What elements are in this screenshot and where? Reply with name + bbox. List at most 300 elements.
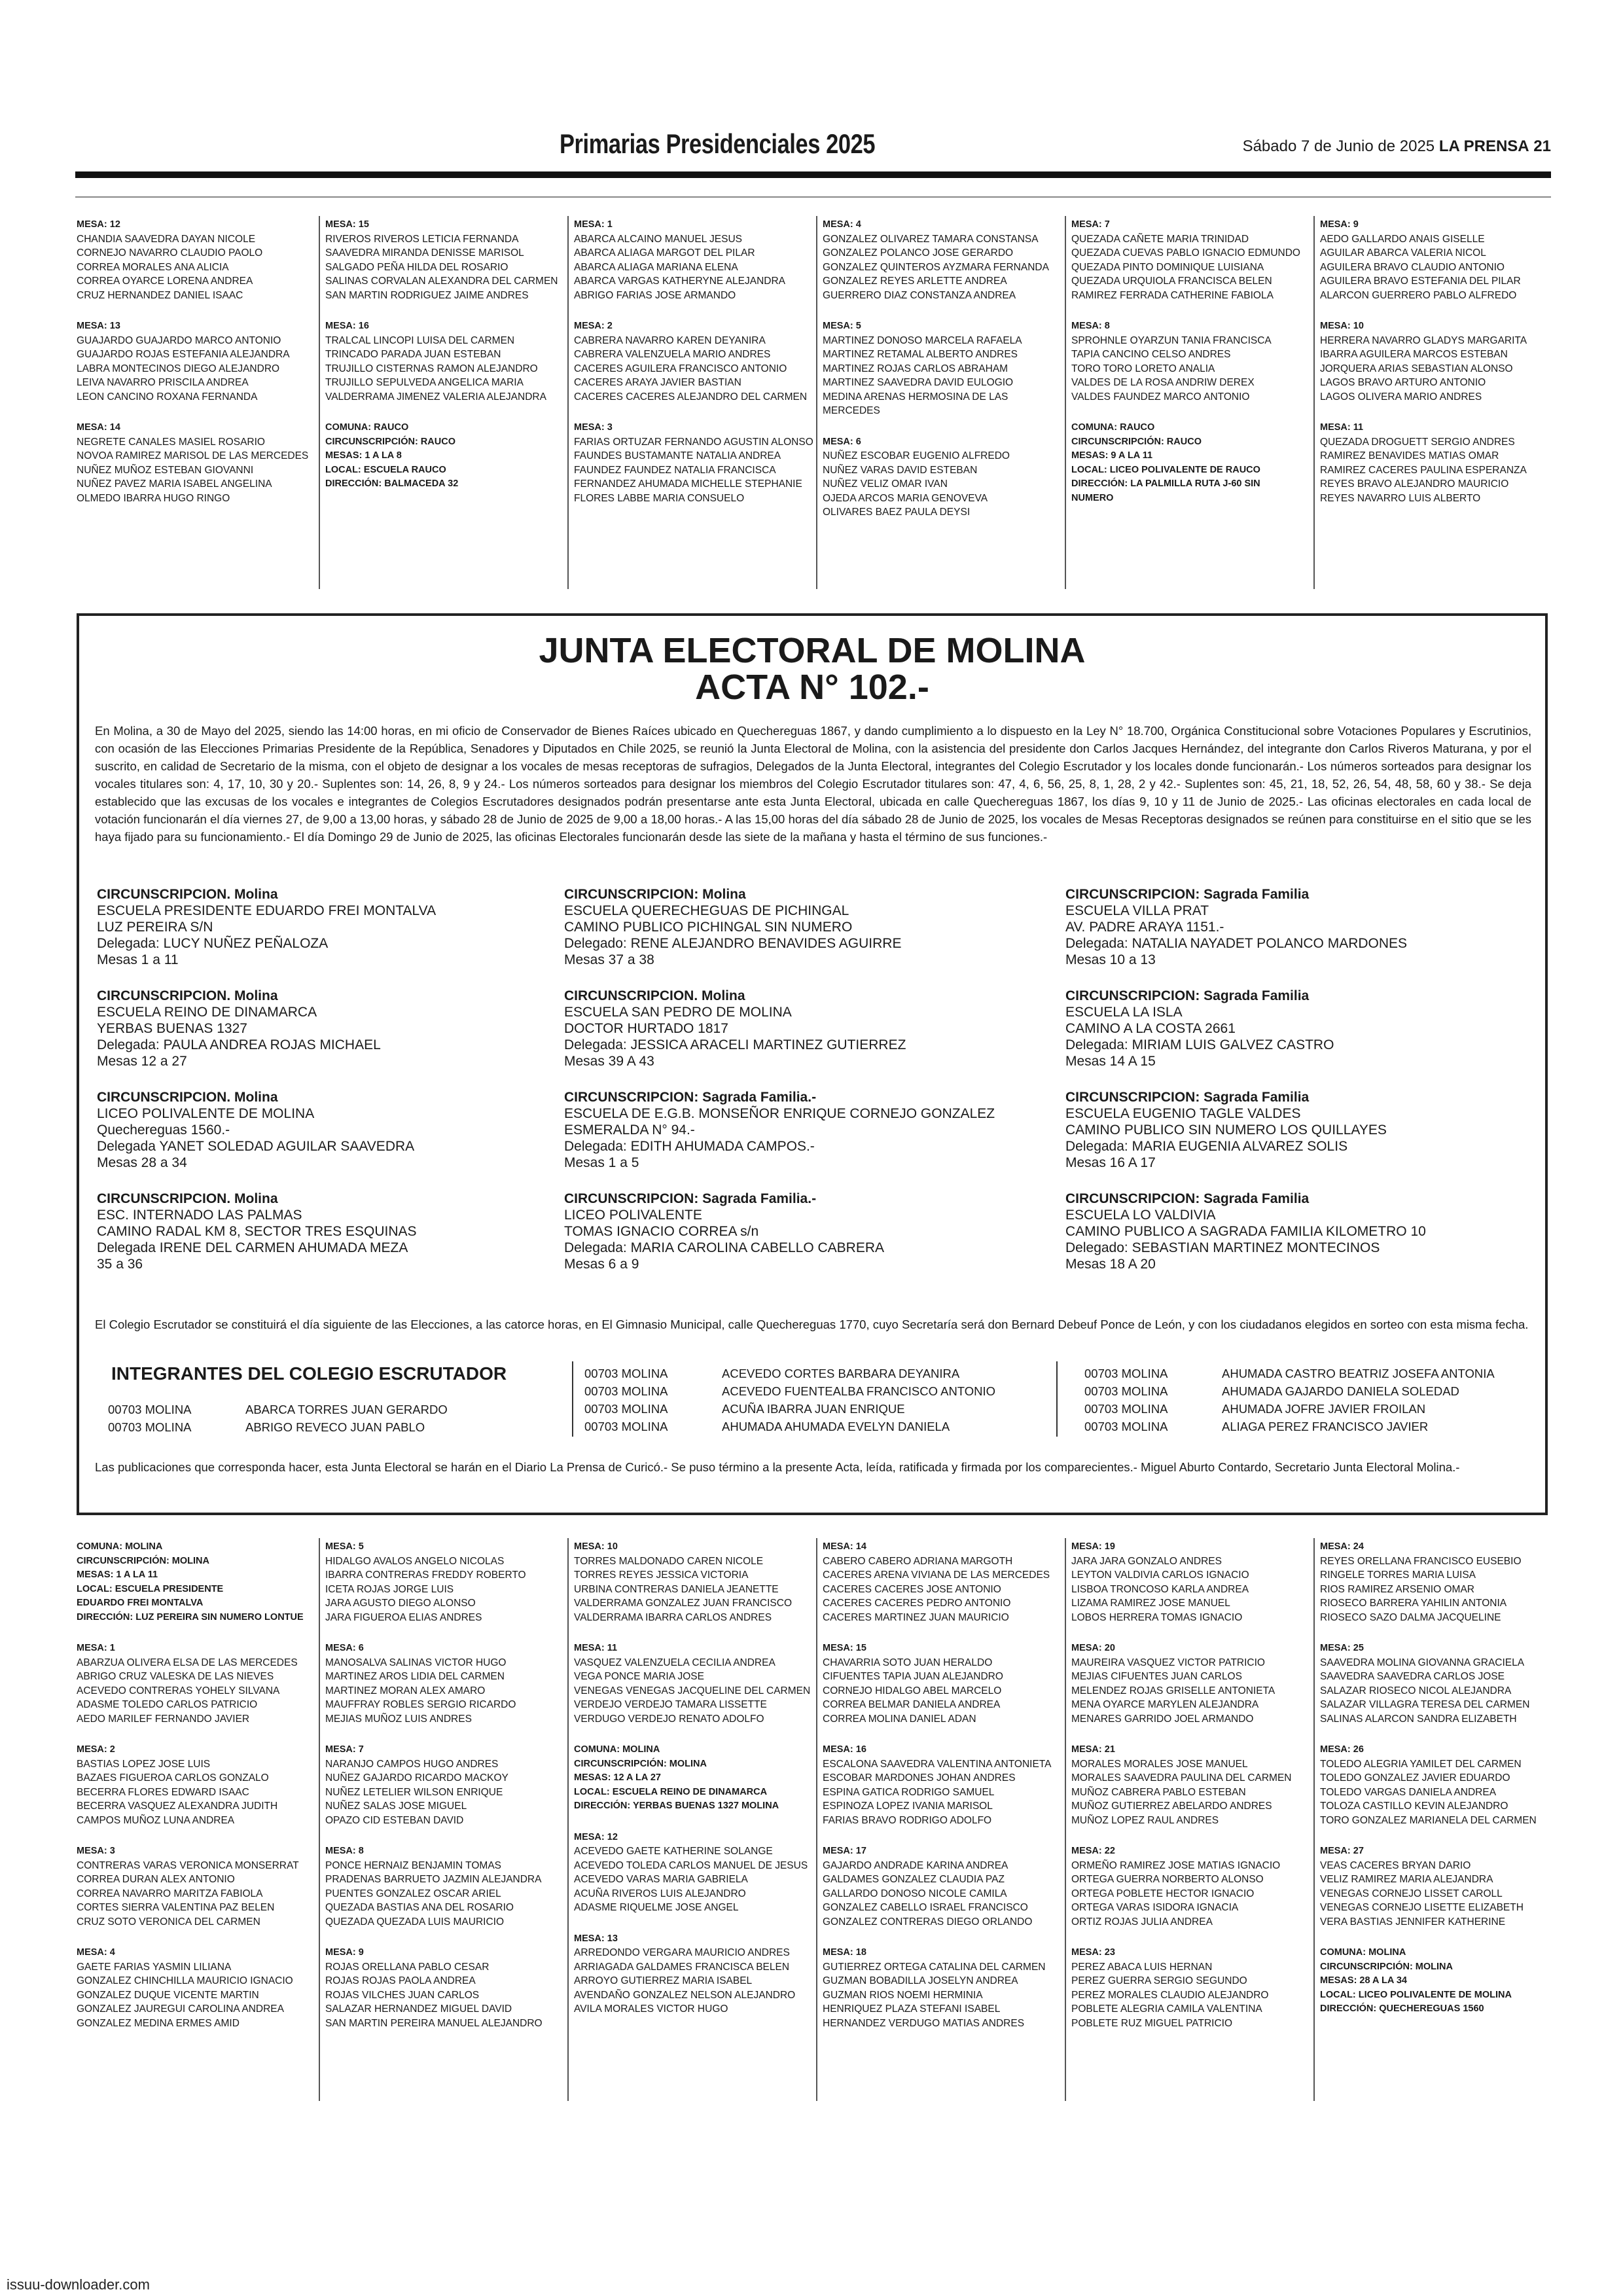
vocal-name: ABARCA VARGAS KATHERYNE ALEJANDRA (574, 276, 786, 287)
integrante-name: AHUMADA CASTRO BEATRIZ JOSEFA ANTONIA (1222, 1367, 1495, 1380)
vocal-name: MARTINEZ AROS LIDIA DEL CARMEN (325, 1671, 505, 1682)
vocal-name: FERNANDEZ AHUMADA MICHELLE STEPHANIE (574, 478, 802, 490)
vocal-name: LIZAMA RAMIREZ JOSE MANUEL (1071, 1598, 1230, 1609)
vocal-name: NUÑEZ MUÑOZ ESTEBAN GIOVANNI (77, 464, 254, 476)
mesa-block (1320, 319, 1556, 404)
mesa-column (1320, 1540, 1556, 2034)
local-info-block (1320, 1946, 1556, 2017)
local-info-line: CIRCUNSCRIPCIÓN: MOLINA (574, 1758, 707, 1769)
integrante-comuna: 00703 MOLINA (584, 1402, 668, 1416)
mesa-block (325, 1844, 561, 1929)
local-info-line: DIRECCIÓN: QUECHEREGUAS 1560 (1320, 2003, 1484, 2014)
mesa-block (77, 1641, 312, 1726)
mesa-block (823, 1844, 1058, 1929)
vocal-name: GUAJARDO GUAJARDO MARCO ANTONIO (77, 334, 281, 346)
vocal-name: CORREA MOLINA DANIEL ADAN (823, 1713, 976, 1725)
mesa-block (1071, 218, 1307, 302)
vocal-name: ALARCON GUERRERO PABLO ALFREDO (1320, 289, 1517, 301)
integrante-name: AHUMADA AHUMADA EVELYN DANIELA (722, 1420, 950, 1433)
mesa-heading: MESA: 2 (77, 1744, 115, 1755)
local-info-line: MESAS: 28 A LA 34 (1320, 1975, 1407, 1986)
circunscripcion-line: Delegada: NATALIA NAYADET POLANCO MARDONES (1065, 936, 1408, 951)
vocal-name: CORREA OYARCE LORENA ANDREA (77, 276, 253, 287)
vocal-name: CABRERA NAVARRO KAREN DEYANIRA (574, 334, 766, 346)
vocal-name: QUEZADA PINTO DOMINIQUE LUISIANA (1071, 261, 1264, 273)
circunscripcion-line: ESMERALDA N° 94.- (564, 1122, 695, 1138)
vocal-name: SALAZAR VILLAGRA TERESA DEL CARMEN (1320, 1699, 1530, 1710)
vocal-name: TORO TORO LORETO ANALIA (1071, 363, 1215, 374)
vocal-name: TRINCADO PARADA JUAN ESTEBAN (325, 349, 501, 360)
vocal-name: TORRES MALDONADO CAREN NICOLE (574, 1555, 764, 1567)
vocal-name: ADASME RIQUELME JOSE ANGEL (574, 1902, 739, 1913)
vocal-name: GONZALEZ CABELLO ISRAEL FRANCISCO (823, 1902, 1028, 1913)
circunscripcion-line: ESCUELA EUGENIO TAGLE VALDES (1065, 1106, 1301, 1121)
vocal-name: ABARCA ALCAINO MANUEL JESUS (574, 233, 742, 245)
mesa-heading: MESA: 5 (325, 1541, 364, 1552)
circunscripcion-entry (97, 1089, 555, 1171)
circunscripcion-line: ESCUELA DE E.G.B. MONSEÑOR ENRIQUE CORNEJO GONZALEZ (564, 1106, 995, 1121)
mesa-heading: MESA: 21 (1071, 1744, 1115, 1755)
integrante-comuna: 00703 MOLINA (584, 1420, 668, 1433)
vocal-name: CACERES MARTINEZ JUAN MAURICIO (823, 1611, 1009, 1623)
mesa-column (823, 1540, 1058, 2047)
mesa-block (823, 319, 1058, 418)
vocal-name: MELENDEZ ROJAS GRISELLE ANTONIETA (1071, 1685, 1275, 1696)
vocal-name: ORTEGA VARAS ISIDORA IGNACIA (1071, 1902, 1239, 1913)
vocal-name: ACEVEDO CONTRERAS YOHELY SILVANA (77, 1685, 280, 1696)
circunscripcion-line: ESCUELA QUERECHEGUAS DE PICHINGAL (564, 903, 849, 918)
circunscripcion-line: Delegado: RENE ALEJANDRO BENAVIDES AGUIRRE (564, 936, 902, 951)
vocal-name: ICETA ROJAS JORGE LUIS (325, 1583, 454, 1595)
circunscripcion-line: YERBAS BUENAS 1327 (97, 1021, 247, 1036)
vocal-name: LEIVA NAVARRO PRISCILA ANDREA (77, 377, 249, 388)
mesa-heading: MESA: 25 (1320, 1643, 1364, 1653)
circunscripcion-line: Mesas 18 A 20 (1065, 1257, 1156, 1272)
mesa-block (325, 218, 561, 302)
local-info-block (574, 1743, 810, 1814)
vocal-name: SAAVEDRA MIRANDA DENISSE MARISOL (325, 247, 524, 259)
vocal-name: VASQUEZ VALENZUELA CECILIA ANDREA (574, 1657, 776, 1668)
vocal-name: PRADENAS BARRUETO JAZMIN ALEJANDRA (325, 1874, 542, 1885)
vocal-name: ACEVEDO TOLEDA CARLOS MANUEL DE JESUS (574, 1859, 808, 1871)
vocal-name: IBARRA AGUILERA MARCOS ESTEBAN (1320, 349, 1508, 360)
local-info-block (77, 1540, 312, 1624)
vocal-name: HERRERA NAVARRO GLADYS MARGARITA (1320, 334, 1527, 346)
vocal-name: URBINA CONTRERAS DANIELA JEANETTE (574, 1583, 779, 1595)
circunscripcion-entry (1065, 1191, 1524, 1272)
vocal-name: REYES NAVARRO LUIS ALBERTO (1320, 492, 1481, 504)
vocal-name: MARTINEZ MORAN ALEX AMARO (325, 1685, 486, 1696)
circunscripcion-line: Delegada: PAULA ANDREA ROJAS MICHAEL (97, 1037, 381, 1052)
circunscripcion-line: AV. PADRE ARAYA 1151.- (1065, 920, 1224, 935)
vocal-name: VENEGAS CORNEJO LISSET CAROLL (1320, 1888, 1503, 1899)
vocal-name: GALDAMES GONZALEZ CLAUDIA PAZ (823, 1874, 1005, 1885)
vocal-name: REYES BRAVO ALEJANDRO MAURICIO (1320, 478, 1509, 490)
mesa-block (325, 1540, 561, 1624)
mesa-heading: MESA: 16 (325, 321, 369, 331)
mesa-block (1320, 218, 1556, 302)
circunscripcion-line: Mesas 6 a 9 (564, 1257, 639, 1272)
vocal-name: PUENTES GONZALEZ OSCAR ARIEL (325, 1888, 501, 1899)
local-info-block (325, 421, 561, 492)
vocal-name: RAMIREZ BENAVIDES MATIAS OMAR (1320, 450, 1499, 461)
vocal-name: SPROHNLE OYARZUN TANIA FRANCISCA (1071, 334, 1272, 346)
mesa-heading: MESA: 4 (823, 219, 861, 230)
vocal-name: JARA JARA GONZALO ANDRES (1071, 1555, 1222, 1567)
mesa-column (77, 218, 312, 522)
local-info-block (1071, 421, 1307, 505)
vocal-name: VERA BASTIAS JENNIFER KATHERINE (1320, 1916, 1506, 1928)
integrante-name: AHUMADA JOFRE JAVIER FROILAN (1222, 1402, 1426, 1416)
circunscripcion-title: CIRCUNSCRIPCION: Sagrada Familia (1065, 887, 1310, 902)
vocal-name: ARRIAGADA GALDAMES FRANCISCA BELEN (574, 1961, 790, 1973)
vocal-name: SAAVEDRA SAAVEDRA CARLOS JOSE (1320, 1671, 1505, 1682)
vocal-name: NARANJO CAMPOS HUGO ANDRES (325, 1758, 499, 1770)
vocal-name: VALDES DE LA ROSA ANDRIW DEREX (1071, 377, 1255, 388)
vocal-name: TORRES REYES JESSICA VICTORIA (574, 1570, 749, 1581)
integrante-name: ACEVEDO CORTES BARBARA DEYANIRA (722, 1367, 960, 1380)
circunscripcion-column (97, 886, 555, 1292)
vocal-name: CAMPOS MUÑOZ LUNA ANDREA (77, 1814, 235, 1826)
vocal-name: ABARCA ALIAGA MARIANA ELENA (574, 261, 738, 273)
local-info-line: COMUNA: RAUCO (325, 422, 409, 433)
circunscripcion-entry (1065, 1089, 1524, 1171)
vocal-name: GALLARDO DONOSO NICOLE CAMILA (823, 1888, 1007, 1899)
vocal-name: LOBOS HERRERA TOMAS IGNACIO (1071, 1611, 1243, 1623)
vocal-name: NUÑEZ VARAS DAVID ESTEBAN (823, 464, 978, 476)
circunscripcion-title: CIRCUNSCRIPCION: Sagrada Familia (1065, 1090, 1310, 1105)
circunscripcion-line: LICEO POLIVALENTE DE MOLINA (97, 1106, 315, 1121)
vocal-name: MEJIAS MUÑOZ LUIS ANDRES (325, 1713, 472, 1725)
mesa-heading: MESA: 2 (574, 321, 613, 331)
vocal-name: CACERES ARENA VIVIANA DE LAS MERCEDES (823, 1570, 1050, 1581)
vocal-name: VERDEJO VERDEJO TAMARA LISSETTE (574, 1699, 767, 1710)
local-info-line: CIRCUNSCRIPCIÓN: RAUCO (325, 436, 455, 447)
vocal-name: PEREZ MORALES CLAUDIO ALEJANDRO (1071, 1989, 1269, 2001)
vocal-name: TOLOZA CASTILLO KEVIN ALEJANDRO (1320, 1801, 1508, 1812)
vocal-name: NEGRETE CANALES MASIEL ROSARIO (77, 436, 265, 448)
circunscripcion-line: Mesas 28 a 34 (97, 1155, 187, 1170)
circunscripcion-line: Delegada: EDITH AHUMADA CAMPOS.- (564, 1139, 815, 1154)
mesa-block (574, 1540, 810, 1624)
vocal-name: GONZALEZ DUQUE VICENTE MARTIN (77, 1989, 259, 2001)
vocal-name: MEDINA ARENAS HERMOSINA DE LAS (823, 391, 1008, 403)
circunscripcion-line: Delegada: LUCY NUÑEZ PEÑALOZA (97, 936, 329, 951)
vocal-name: TRALCAL LINCOPI LUISA DEL CARMEN (325, 334, 515, 346)
circunscripcion-title: CIRCUNSCRIPCION. Molina (97, 1191, 278, 1206)
vocal-name: TOLEDO ALEGRIA YAMILET DEL CARMEN (1320, 1758, 1522, 1770)
vocal-name: LISBOA TRONCOSO KARLA ANDREA (1071, 1583, 1249, 1595)
vocal-name: SALINAS CORVALAN ALEXANDRA DEL CARMEN (325, 276, 558, 287)
circunscripcion-title: CIRCUNSCRIPCION: Molina (564, 887, 746, 902)
mesa-block (77, 1743, 312, 1827)
vocal-name: NUÑEZ ESCOBAR EUGENIO ALFREDO (823, 450, 1010, 461)
local-info-line: CIRCUNSCRIPCIÓN: RAUCO (1071, 436, 1202, 447)
vocal-name: ORMEÑO RAMIREZ JOSE MATIAS IGNACIO (1071, 1859, 1281, 1871)
mesa-heading: MESA: 3 (574, 422, 613, 433)
local-info-line: LOCAL: ESCUELA REINO DE DINAMARCA (574, 1786, 768, 1797)
mesa-heading: MESA: 10 (1320, 321, 1364, 331)
vocal-name: MORALES SAAVEDRA PAULINA DEL CARMEN (1071, 1772, 1292, 1784)
integrante-comuna: 00703 MOLINA (1084, 1402, 1168, 1416)
mesa-column (823, 218, 1058, 537)
mesa-heading: MESA: 16 (823, 1744, 866, 1755)
local-info-line: MESAS: 9 A LA 11 (1071, 450, 1153, 461)
vocal-name: FLORES LABBE MARIA CONSUELO (574, 492, 745, 504)
mesa-heading: MESA: 18 (823, 1947, 866, 1958)
mesa-block (325, 1743, 561, 1827)
vocal-name: OJEDA ARCOS MARIA GENOVEVA (823, 492, 988, 504)
vocal-name: PONCE HERNAIZ BENJAMIN TOMAS (325, 1859, 501, 1871)
vocal-name: GONZALEZ OLIVAREZ TAMARA CONSTANSA (823, 233, 1039, 245)
vocal-name: QUEZADA QUEZADA LUIS MAURICIO (325, 1916, 505, 1928)
mesa-heading: MESA: 14 (77, 422, 120, 433)
mesa-block (823, 1641, 1058, 1726)
vocal-name: ROJAS VILCHES JUAN CARLOS (325, 1989, 480, 2001)
mesa-heading: MESA: 6 (325, 1643, 364, 1653)
integrante-row (1084, 1382, 1495, 1400)
vocal-name: NUÑEZ LETELIER WILSON ENRIQUE (325, 1786, 503, 1798)
vocal-name: MARTINEZ DONOSO MARCELA RAFAELA (823, 334, 1022, 346)
circunscripcion-line: Mesas 14 A 15 (1065, 1054, 1156, 1069)
column-divider (816, 216, 817, 589)
mesa-heading: MESA: 7 (325, 1744, 364, 1755)
integrante-comuna: 00703 MOLINA (108, 1403, 192, 1416)
vocal-name: ESCOBAR MARDONES JOHAN ANDRES (823, 1772, 1016, 1784)
vocal-name: CRUZ SOTO VERONICA DEL CARMEN (77, 1916, 260, 1928)
header-date: Sábado 7 de Junio de 2025 (1242, 137, 1435, 155)
integrante-row (584, 1400, 995, 1418)
circunscripcion-line: Delegado: SEBASTIAN MARTINEZ MONTECINOS (1065, 1240, 1380, 1255)
vocal-name: CORREA DURAN ALEX ANTONIO (77, 1874, 235, 1885)
vocal-name: GONZALEZ MEDINA ERMES AMID (77, 2017, 240, 2029)
mesa-heading: MESA: 15 (823, 1643, 866, 1653)
mesa-heading: MESA: 1 (77, 1643, 115, 1653)
circunscripcion-entry (1065, 886, 1524, 968)
mesa-block (574, 218, 810, 302)
vocal-name: TOLEDO GONZALEZ JAVIER EDUARDO (1320, 1772, 1510, 1784)
vocal-name: ABRIGO CRUZ VALESKA DE LAS NIEVES (77, 1671, 274, 1682)
circunscripcion-title: CIRCUNSCRIPCION: Sagrada Familia (1065, 988, 1310, 1003)
circunscripcion-title: CIRCUNSCRIPCION: Sagrada Familia.- (564, 1191, 817, 1206)
vocal-name: FARIAS BRAVO RODRIGO ADOLFO (823, 1814, 992, 1826)
vocal-name: GONZALEZ CONTRERAS DIEGO ORLANDO (823, 1916, 1033, 1928)
vocal-name: MUÑOZ LOPEZ RAUL ANDRES (1071, 1814, 1219, 1826)
vocal-name: SALINAS ALARCON SANDRA ELIZABETH (1320, 1713, 1517, 1725)
local-info-line: LOCAL: ESCUELA PRESIDENTE (77, 1583, 224, 1594)
mesa-block (574, 319, 810, 404)
vocal-name: JARA FIGUEROA ELIAS ANDRES (325, 1611, 482, 1623)
section-title: Primarias Presidenciales 2025 (560, 128, 876, 159)
vocal-name: RAMIREZ FERRADA CATHERINE FABIOLA (1071, 289, 1274, 301)
mesa-heading: MESA: 3 (77, 1846, 115, 1856)
circunscripcion-line: Mesas 16 A 17 (1065, 1155, 1156, 1170)
local-info-line: LOCAL: LICEO POLIVALENTE DE MOLINA (1320, 1989, 1512, 2000)
column-divider (816, 1538, 817, 2101)
mesa-block (1071, 319, 1307, 404)
local-info-line: DIRECCIÓN: LA PALMILLA RUTA J-60 SIN (1071, 478, 1260, 489)
vocal-name: CIFUENTES TAPIA JUAN ALEJANDRO (823, 1671, 1003, 1682)
mesa-column (574, 1540, 810, 2034)
vocal-name: ORTEGA POBLETE HECTOR IGNACIO (1071, 1888, 1255, 1899)
mesa-heading: MESA: 8 (1071, 321, 1110, 331)
vocal-name: JORQUERA ARIAS SEBASTIAN ALONSO (1320, 363, 1513, 374)
vocal-name: CONTRERAS VARAS VERONICA MONSERRAT (77, 1859, 299, 1871)
circunscripcion-line: Delegada: MARIA EUGENIA ALVAREZ SOLIS (1065, 1139, 1348, 1154)
column-divider (1065, 1538, 1066, 2101)
circunscripcion-line: CAMINO RADAL KM 8, SECTOR TRES ESQUINAS (97, 1224, 417, 1239)
vocal-name: ACEVEDO VARAS MARIA GABRIELA (574, 1874, 748, 1885)
mesa-column (325, 1540, 561, 2047)
circunscripcion-line: ESCUELA LA ISLA (1065, 1005, 1183, 1020)
publicaciones-text: Las publicaciones que corresponda hacer, esta Junta Electoral se harán en el Diario La Prensa de Curicó.- Se puso término a la presente Acta, leída, ratificada y firmada por los comparecientes.- Miguel Aburto Contardo, Secretario Junta Electoral Molina.- (95, 1460, 1460, 1474)
integrante-row (584, 1418, 995, 1435)
vocal-name: NUÑEZ VELIZ OMAR IVAN (823, 478, 948, 490)
vocal-name: MARTINEZ RETAMAL ALBERTO ANDRES (823, 349, 1018, 360)
integrantes-column (108, 1401, 448, 1436)
vocal-name: POBLETE ALEGRIA CAMILA VALENTINA (1071, 2003, 1262, 2015)
integrante-comuna: 00703 MOLINA (1084, 1384, 1168, 1398)
integrante-name: ABRIGO REVECO JUAN PABLO (245, 1420, 425, 1434)
vocal-name: ROJAS ORELLANA PABLO CESAR (325, 1961, 490, 1973)
mesa-block (1320, 1641, 1556, 1726)
mesa-block (77, 319, 312, 404)
acta-body: En Molina, a 30 de Mayo del 2025, siendo las 14:00 horas, en mi oficio de Conservador de Bienes Raíces ubicado en Quechereguas 1867, y dando cumplimiento a lo dispuesto en la Ley N° 18.700, Orgánica Constitucional sobre Votaciones Populares y Escrutinios, con ocasión de las Elecciones Primarias Presidente de la República, Senadores y Diputados en Chile 2025, se reunió la Junta Electoral de Molina, con la asistencia del presidente don Carlos Jacques Hernández, del integrante don Carlos Riveros Maturana, y por el suscrito, en calidad de Secretario de la misma, con el objeto de designar a los vocales de mesas receptoras de sufragios, Delegados de la Junta Electoral, integrantes del Colegio Escrutador y los locales donde funcionarán.- Los números sorteados para designar los vocales titulares son: 4, 17, 10, 30 y 20.- Suplentes son: 14, 26, 8, 9 y 24.- Los números sorteados para designar los miembros del Colegio Escrutador titulares son: 47, 4, 6, 56, 25, 8, 1, 28, 2 y 42.- Suplentes son: 45, 21, 18, 52, 26, 54, 48, 58, 60 y 38.- Se deja establecido que las excusas de los vocales e integrantes de Colegios Escrutadores designados podrán presentarse ante esta Junta Electoral, ubicada en calle Quechereguas 1867, los días 9, 10 y 11 de Junio de 2025.- Las oficinas electorales en cada local de votación funcionarán el día viernes 27, de 9,00 a 13,00 horas, y sábado 28 de Junio de 2025 de 9,00 a 18,00 horas.- A las 15,00 horas del día sábado 28 de Junio de 2025, los vocales de Mesas Receptoras designados se reúnen para constituirse en el sitio que se les haya fijado para su funcionamiento.- El día Domingo 29 de Junio de 2025, las oficinas Electorales funcionarán desde las siete de la mañana y hasta el término de sus funciones.- (95, 724, 1531, 844)
circunscripcion-title: CIRCUNSCRIPCION: Sagrada Familia.- (564, 1090, 817, 1105)
vocal-name: IBARRA CONTRERAS FREDDY ROBERTO (325, 1570, 526, 1581)
vocal-name: VALDERRAMA JIMENEZ VALERIA ALEJANDRA (325, 391, 546, 403)
vocal-name: CABERO CABERO ADRIANA MARGOTH (823, 1555, 1013, 1567)
header-paper: LA PRENSA (1438, 137, 1529, 155)
circunscripcion-column (1065, 886, 1524, 1292)
column-divider (567, 1538, 569, 2101)
vocal-name: OPAZO CID ESTEBAN DAVID (325, 1814, 464, 1826)
circunscripcion-line: LICEO POLIVALENTE (564, 1208, 702, 1223)
vocal-name: TRUJILLO SEPULVEDA ANGELICA MARIA (325, 377, 524, 388)
mesa-block (823, 218, 1058, 302)
circunscripcion-line: LUZ PEREIRA S/N (97, 920, 213, 935)
vocal-name: RINGELE TORRES MARIA LUISA (1320, 1570, 1476, 1581)
integrante-name: ACUÑA IBARRA JUAN ENRIQUE (722, 1402, 905, 1416)
mesa-heading: MESA: 13 (77, 321, 120, 331)
vocal-name: CRUZ HERNANDEZ DANIEL ISAAC (77, 289, 243, 301)
vocal-name: SALGADO PEÑA HILDA DEL ROSARIO (325, 261, 508, 273)
integrante-row (1084, 1418, 1495, 1435)
mesa-heading: MESA: 12 (77, 219, 120, 230)
circunscripcion-title: CIRCUNSCRIPCION. Molina (564, 988, 745, 1003)
circunscripcion-line: ESCUELA PRESIDENTE EDUARDO FREI MONTALVA (97, 903, 437, 918)
vocal-name: MORALES MORALES JOSE MANUEL (1071, 1758, 1248, 1770)
local-info-line: EDUARDO FREI MONTALVA (77, 1598, 204, 1608)
mesa-block (1071, 1946, 1307, 2030)
acta-title: JUNTA ELECTORAL DE MOLINA (539, 631, 1086, 670)
mesa-block (823, 1743, 1058, 1827)
mesa-heading: MESA: 11 (574, 1643, 618, 1653)
circunscripcion-line: CAMINO PUBLICO PICHINGAL SIN NUMERO (564, 920, 853, 935)
local-info-line: DIRECCIÓN: YERBAS BUENAS 1327 MOLINA (574, 1801, 779, 1811)
column-divider (567, 216, 569, 589)
mesa-heading: MESA: 9 (1320, 219, 1359, 230)
vocal-name: VENEGAS VENEGAS JACQUELINE DEL CARMEN (574, 1685, 811, 1696)
circunscripcion-title: CIRCUNSCRIPCION: Sagrada Familia (1065, 1191, 1310, 1206)
mesa-block (1071, 1641, 1307, 1726)
vocal-name: TAPIA CANCINO CELSO ANDRES (1071, 349, 1231, 360)
vocal-name: BAZAES FIGUEROA CARLOS GONZALO (77, 1772, 269, 1784)
vocal-name: AEDO GALLARDO ANAIS GISELLE (1320, 233, 1485, 245)
vocal-name: GONZALEZ CHINCHILLA MAURICIO IGNACIO (77, 1975, 293, 1986)
vocal-name: FARIAS ORTUZAR FERNANDO AGUSTIN ALONSO (574, 436, 813, 448)
vocal-name: CORNEJO HIDALGO ABEL MARCELO (823, 1685, 1002, 1696)
vocal-name: VALDES FAUNDEZ MARCO ANTONIO (1071, 391, 1250, 403)
vocal-name: AVENDAÑO GONZALEZ NELSON ALEJANDRO (574, 1989, 796, 2001)
vocal-name: SAN MARTIN PEREIRA MANUEL ALEJANDRO (325, 2017, 543, 2029)
integrante-row (108, 1418, 448, 1436)
vocal-name: GAJARDO ANDRADE KARINA ANDREA (823, 1859, 1008, 1871)
vocal-name: CACERES CACERES ALEJANDRO DEL CARMEN (574, 391, 808, 403)
local-info-line: DIRECCIÓN: LUZ PEREIRA SIN NUMERO LONTUE (77, 1611, 304, 1623)
footer-watermark: issuu-downloader.com (7, 2276, 150, 2293)
circunscripcion-line: Delegada: MARIA CAROLINA CABELLO CABRERA (564, 1240, 885, 1255)
local-info-line: CIRCUNSCRIPCIÓN: MOLINA (77, 1555, 209, 1566)
local-info-line: MESAS: 12 A LA 27 (574, 1772, 661, 1783)
vocal-name: GONZALEZ POLANCO JOSE GERARDO (823, 247, 1014, 259)
vocal-name: MEJIAS CIFUENTES JUAN CARLOS (1071, 1671, 1242, 1682)
circunscripcion-line: Mesas 39 A 43 (564, 1054, 654, 1069)
vocal-name: ESPINOZA LOPEZ IVANIA MARISOL (823, 1801, 993, 1812)
mesa-heading: MESA: 19 (1071, 1541, 1115, 1552)
circunscripcion-title: CIRCUNSCRIPCION. Molina (97, 1090, 278, 1105)
circunscripcion-line: CAMINO A LA COSTA 2661 (1065, 1021, 1236, 1036)
vocal-name: CORTES SIERRA VALENTINA PAZ BELEN (77, 1902, 275, 1913)
circunscripcion-entry (564, 988, 1022, 1069)
mesa-heading: MESA: 6 (823, 436, 861, 447)
mesa-block (1071, 1743, 1307, 1827)
vocal-name: MENARES GARRIDO JOEL ARMANDO (1071, 1713, 1254, 1725)
vocal-name: OLMEDO IBARRA HUGO RINGO (77, 492, 230, 504)
mesa-column (1071, 218, 1307, 522)
circunscripcion-entry (97, 1191, 555, 1272)
mesa-column (77, 1540, 312, 2047)
vocal-name: AEDO MARILEF FERNANDO JAVIER (77, 1713, 250, 1725)
mesa-heading: MESA: 17 (823, 1846, 866, 1856)
local-info-line: COMUNA: MOLINA (574, 1744, 660, 1755)
column-divider (319, 1538, 320, 2101)
circunscripcion-line: ESCUELA VILLA PRAT (1065, 903, 1209, 918)
vocal-name: NOVOA RAMIREZ MARISOL DE LAS MERCEDES (77, 450, 309, 461)
vocal-name: FAUNDEZ FAUNDEZ NATALIA FRANCISCA (574, 464, 776, 476)
vocal-name: SALAZAR RIOSECO NICOL ALEJANDRA (1320, 1685, 1512, 1696)
vocal-name: CORREA NAVARRO MARITZA FABIOLA (77, 1888, 263, 1899)
vocal-name: TORO GONZALEZ MARIANELA DEL CARMEN (1320, 1814, 1537, 1826)
vocal-name: CORREA BELMAR DANIELA ANDREA (823, 1699, 1001, 1710)
circunscripcion-line: Delegada: JESSICA ARACELI MARTINEZ GUTIERREZ (564, 1037, 906, 1052)
circunscripcion-line: ESCUELA REINO DE DINAMARCA (97, 1005, 317, 1020)
mesa-block (77, 1946, 312, 2030)
vocal-name: MERCEDES (823, 405, 880, 416)
local-info-line: LOCAL: LICEO POLIVALENTE DE RAUCO (1071, 464, 1260, 475)
vocal-name: REYES ORELLANA FRANCISCO EUSEBIO (1320, 1555, 1522, 1567)
mesa-heading: MESA: 23 (1071, 1947, 1115, 1958)
vocal-name: HIDALGO AVALOS ANGELO NICOLAS (325, 1555, 505, 1567)
mesa-heading: MESA: 5 (823, 321, 861, 331)
circunscripcion-line: Delegada IRENE DEL CARMEN AHUMADA MEZA (97, 1240, 408, 1255)
vocal-name: GONZALEZ QUINTEROS AYZMARA FERNANDA (823, 261, 1049, 273)
circunscripcion-line: ESCUELA SAN PEDRO DE MOLINA (564, 1005, 792, 1020)
circunscripcion-entry (1065, 988, 1524, 1069)
vocal-name: VALDERRAMA IBARRA CARLOS ANDRES (574, 1611, 772, 1623)
circunscripcion-line: TOMAS IGNACIO CORREA s/n (564, 1224, 759, 1239)
local-info-line: NUMERO (1071, 492, 1114, 503)
